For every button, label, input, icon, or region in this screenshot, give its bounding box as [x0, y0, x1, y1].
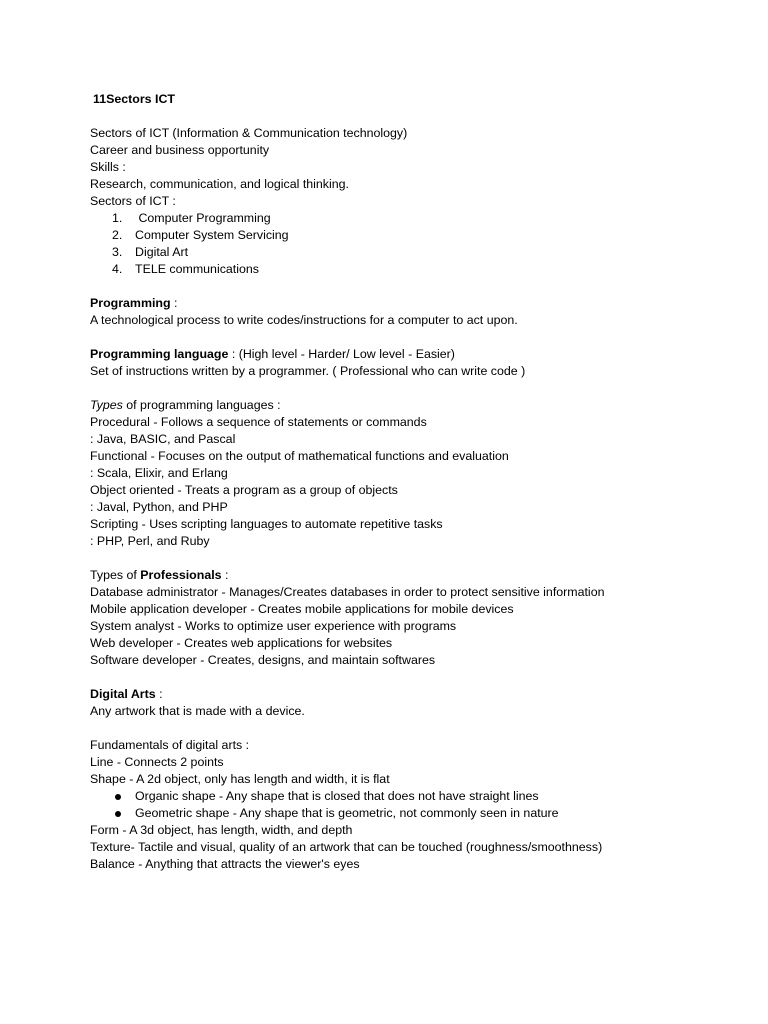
- fundamental-shape: Shape - A 2d object, only has length and width, it is flat: [90, 772, 390, 786]
- professional-line: System analyst - Works to optimize user experience with programs: [90, 619, 457, 633]
- list-item-text: Computer Programming: [135, 211, 271, 225]
- professional-line: Web developer - Creates web applications for websites: [90, 636, 393, 650]
- list-item: [90, 227, 750, 244]
- programming-definition: A technological process to write codes/instructions for a computer to act upon.: [90, 313, 518, 327]
- professional-line: Mobile application developer - Creates mobile applications for mobile devices: [90, 602, 514, 616]
- fundamental-texture: Texture- Tactile and visual, quality of an artwork that can be touched (roughness/smoothness): [90, 840, 603, 854]
- list-item: [90, 805, 750, 822]
- list-number: 3.: [112, 245, 123, 259]
- intro-line-1: Sectors of ICT (Information & Communication technology): [90, 126, 408, 140]
- skills-text: Research, communication, and logical thinking.: [90, 177, 349, 191]
- document-title: 11Sectors ICT: [93, 92, 175, 106]
- list-item-text: Computer System Servicing: [135, 228, 289, 242]
- professionals-heading: [90, 567, 750, 584]
- list-item: [90, 244, 750, 261]
- professionals-heading-suffix: :: [221, 568, 229, 582]
- programming-language-heading: [90, 346, 750, 363]
- fundamental-form: Form - A 3d object, has length, width, and depth: [90, 823, 353, 837]
- list-number: 4.: [112, 262, 123, 276]
- digital-arts-heading-suffix: :: [155, 687, 163, 701]
- programming-heading-bold: Programming: [90, 296, 171, 310]
- programming-heading-suffix: :: [170, 296, 178, 310]
- professional-line: Software developer - Creates, designs, and maintain softwares: [90, 653, 436, 667]
- digital-arts-heading-bold: Digital Arts: [90, 687, 156, 701]
- programming-heading: [90, 295, 750, 312]
- skills-label: Skills :: [90, 160, 126, 174]
- list-item: [90, 261, 750, 278]
- fundamentals-heading: Fundamentals of digital arts :: [90, 738, 250, 752]
- language-types-heading-italic: Types: [90, 398, 123, 412]
- professionals-heading-bold: Professionals: [140, 568, 222, 582]
- language-type-line: Procedural - Follows a sequence of statements or commands: [90, 415, 427, 429]
- language-type-line: Object oriented - Treats a program as a group of objects: [90, 483, 398, 497]
- list-item-text: Geometric shape - Any shape that is geometric, not commonly seen in nature: [135, 806, 559, 820]
- fundamental-line: Line - Connects 2 points: [90, 755, 224, 769]
- digital-arts-heading: [90, 686, 750, 703]
- language-types-heading-rest: of programming languages :: [122, 398, 281, 412]
- list-item: [90, 210, 750, 227]
- list-number: 1.: [112, 211, 123, 225]
- list-item-text: Digital Art: [135, 245, 189, 259]
- document-body: [90, 125, 750, 873]
- programming-language-heading-bold: Programming language: [90, 347, 229, 361]
- language-type-line: : Java, BASIC, and Pascal: [90, 432, 236, 446]
- language-type-line: Scripting - Uses scripting languages to automate repetitive tasks: [90, 517, 443, 531]
- professionals-heading-prefix: Types of: [90, 568, 141, 582]
- programming-language-definition: Set of instructions written by a programmer. ( Professional who can write code ): [90, 364, 526, 378]
- language-types-heading: [90, 397, 750, 414]
- sectors-label: Sectors of ICT :: [90, 194, 176, 208]
- list-item-text: TELE communications: [135, 262, 259, 276]
- list-item: [90, 788, 750, 805]
- professional-line: Database administrator - Manages/Creates databases in order to protect sensitive information: [90, 585, 605, 599]
- language-type-line: : Javal, Python, and PHP: [90, 500, 228, 514]
- bullet-icon: [115, 794, 121, 800]
- list-number: 2.: [112, 228, 123, 242]
- language-type-line: : Scala, Elixir, and Erlang: [90, 466, 228, 480]
- intro-line-2: Career and business opportunity: [90, 143, 270, 157]
- list-item-text: Organic shape - Any shape that is closed that does not have straight lines: [135, 789, 539, 803]
- digital-arts-definition: Any artwork that is made with a device.: [90, 704, 305, 718]
- bullet-icon: [115, 811, 121, 817]
- fundamental-balance: Balance - Anything that attracts the viewer's eyes: [90, 857, 360, 871]
- language-type-line: : PHP, Perl, and Ruby: [90, 534, 210, 548]
- programming-language-heading-suffix: : (High level - Harder/ Low level - Easier): [228, 347, 455, 361]
- language-type-line: Functional - Focuses on the output of mathematical functions and evaluation: [90, 449, 509, 463]
